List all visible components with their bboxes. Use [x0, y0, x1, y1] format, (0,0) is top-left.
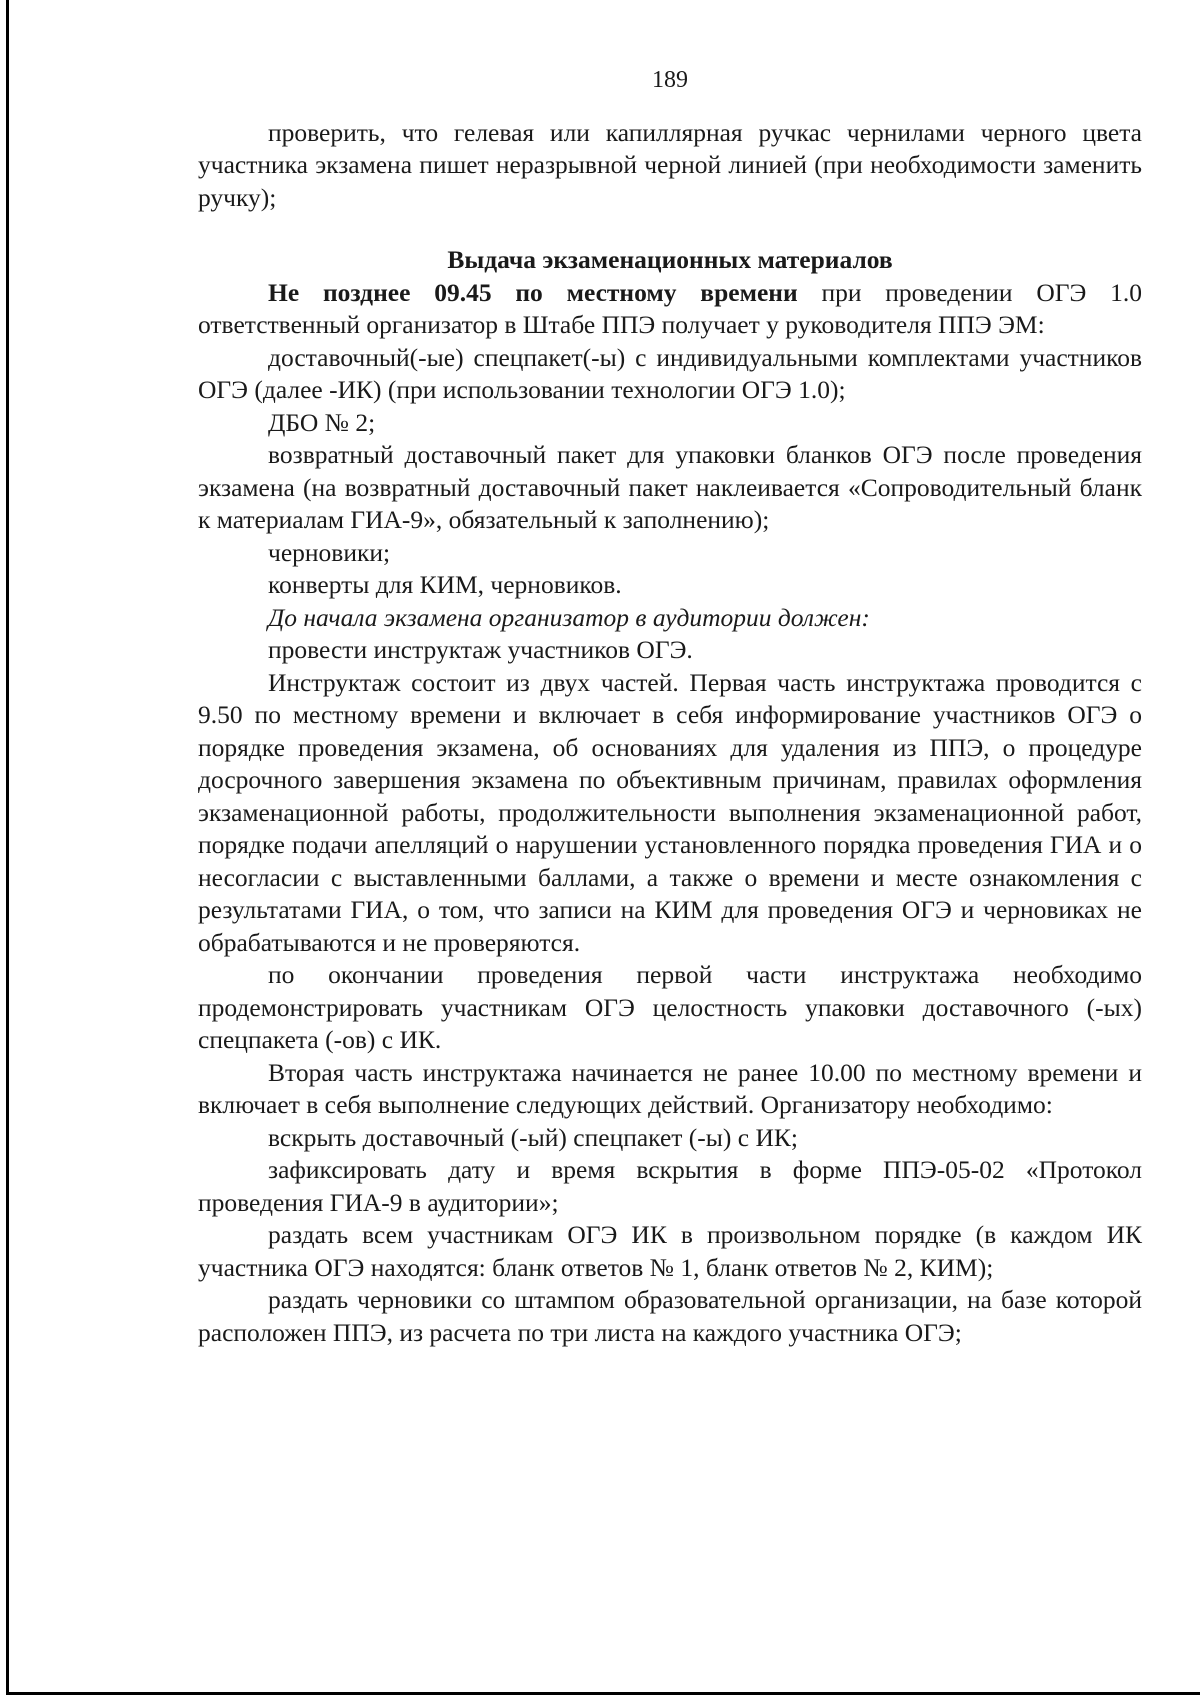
list-item-record-time: зафиксировать дату и время вскрытия в форме ППЭ-05-02 «Протокол проведения ГИА-9 в аудитории»;	[198, 1155, 1142, 1217]
scan-left-border	[6, 0, 9, 1692]
deadline-emphasis: Не позднее 09.45 по местному времени	[268, 277, 798, 307]
document-page	[198, 64, 1142, 1349]
list-item-special-package: доставочный(-ые) спецпакет(-ы) с индивидуальными комплектами участников ОГЭ (далее -ИК) (при использовании технологии ОГЭ 1.0);	[198, 342, 1142, 404]
list-item-briefing: провести инструктаж участников ОГЭ.	[268, 635, 693, 664]
paragraph-deadline	[198, 277, 1142, 342]
list-item-open-package: вскрыть доставочный (-ый) спецпакет (-ы) с ИК;	[268, 1122, 798, 1152]
paragraph-briefing-parts: Инструктаж состоит из двух частей. Первая часть инструктажа проводится с 9.50 по местному времени и включает в себя информирование участников ОГЭ о порядке проведения экзамена, об основаниях для удаления из ППЭ, о процедуре досрочного завершения экзамена по объективным причинам, правилах оформления экзаменационной работы, продолжительности выполнения экзаменационной работ, порядке подачи апелляций о нарушении установленного порядка проведения ГИА и о несогласии с выставленными баллами, а также о времени и месте ознакомления с результатами ГИА, о том, что записи на КИМ для проведения ОГЭ и черновиках не обрабатываются и не проверяются.	[198, 667, 1142, 957]
list-item-envelopes: конверты для КИМ, черновиков.	[268, 570, 622, 599]
list-item-distribute-ik: раздать всем участникам ОГЭ ИК в произвольном порядке (в каждом ИК участника ОГЭ находятся: бланк ответов № 1, бланк ответов № 2, КИМ);	[198, 1220, 1142, 1282]
list-item-distribute-drafts: раздать черновики со штампом образовательной организации, на базе которой расположен ППЭ, из расчета по три листа на каждого участника ОГЭ;	[198, 1285, 1142, 1347]
scan-bottom-border	[6, 1692, 1200, 1695]
page-number: 189	[652, 67, 688, 93]
paragraph-package-integrity: по окончании проведения первой части инструктажа необходимо продемонстрировать участникам ОГЭ целостность упаковки доставочного (-ых) спецпакета (-ов) с ИК.	[198, 960, 1142, 1054]
list-item-return-package: возвратный доставочный пакет для упаковки бланков ОГЭ после проведения экзамена (на возвратный доставочный пакет наклеивается «Сопроводительный бланк к материалам ГИА-9», обязательный к заполнению);	[198, 440, 1142, 534]
paragraph-check-pen: проверить, что гелевая или капиллярная ручкас чернилами черного цвета участника экзамена пишет неразрывной черной линией (при необходимости заменить ручку);	[198, 117, 1142, 212]
deadline-text: при проведении ОГЭ 1.0 ответственный организатор в Штабе ППЭ получает у руководителя ППЭ ЭМ:	[198, 277, 1142, 339]
section-heading: Выдача экзаменационных материалов	[447, 245, 893, 274]
list-item-drafts: черновики;	[268, 537, 391, 567]
paragraph-second-part: Вторая часть инструктажа начинается не ранее 10.00 по местному времени и включает в себя выполнение следующих действий. Организатору необходимо:	[198, 1057, 1142, 1119]
subheading-before-exam: До начала экзамена организатор в аудитории должен:	[268, 602, 870, 632]
list-item-dbo: ДБО № 2;	[268, 407, 376, 437]
